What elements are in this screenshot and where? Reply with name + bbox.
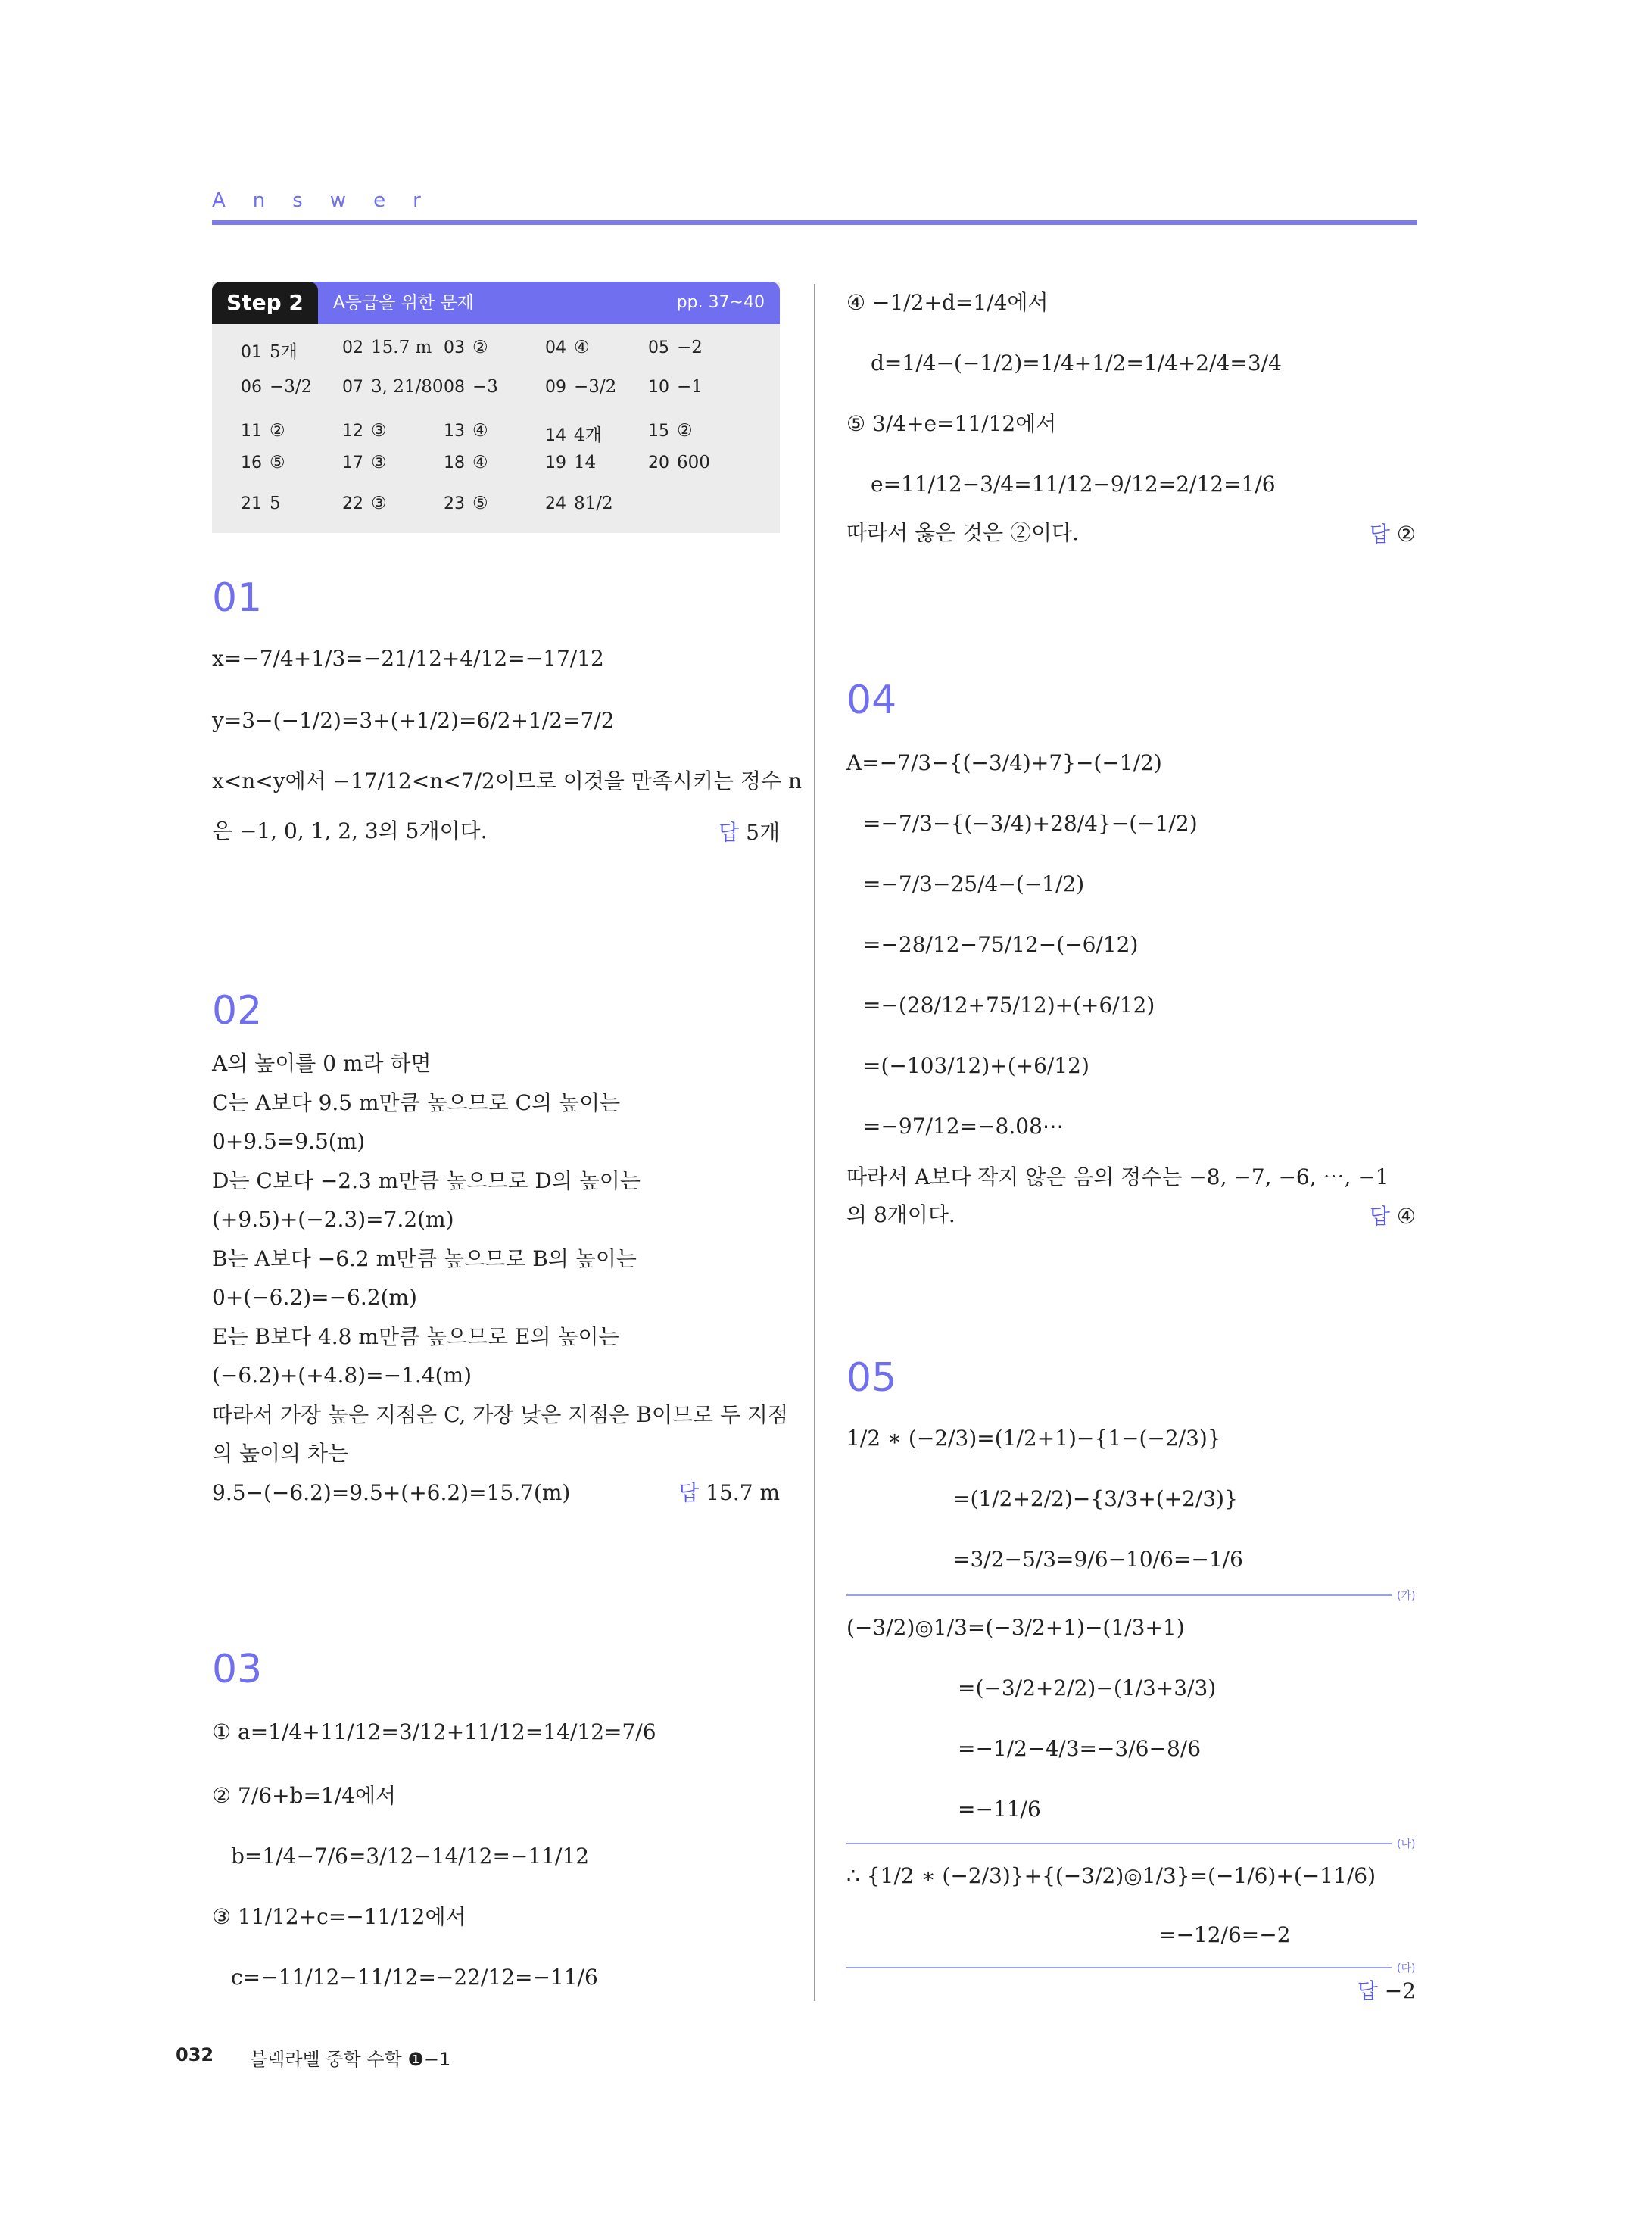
answer-cell — [545, 494, 613, 513]
s02-line: B는 A보다 −6.2 m만큼 높으므로 B의 높이는 — [212, 1245, 637, 1271]
answer-cell — [241, 494, 281, 513]
tag-na: (나) — [1397, 1838, 1416, 1850]
answer-cell — [648, 453, 710, 472]
answer-cell-value: 81/2 — [574, 494, 613, 513]
s02-answer-value: 15.7 m — [706, 1480, 780, 1505]
s02-line: 9.5−(−6.2)=9.5+(+6.2)=15.7(m) — [212, 1479, 571, 1505]
s04-line: =−97/12=−8.08⋯ — [863, 1114, 1064, 1139]
answer-cell — [444, 338, 488, 357]
answer-cell — [444, 421, 488, 441]
answer-cell-number: 22 — [342, 494, 363, 513]
s04-line: =−7/3−{(−3/4)+28/4}−(−1/2) — [863, 811, 1198, 836]
tag-da: (다) — [1397, 1962, 1416, 1975]
s02-line: 0+(−6.2)=−6.2(m) — [212, 1285, 417, 1310]
s03-answer-value: ② — [1396, 522, 1416, 547]
s05-a-line-1: 1/2 ∗ (−2/3)=(1/2+1)−{1−(−2/3)} — [846, 1426, 1221, 1451]
answer-cell-value: 5 — [270, 494, 281, 513]
separator-na — [846, 1843, 1392, 1844]
s03-line-8: ⑤ 3/4+e=11/12에서 — [846, 411, 1057, 436]
answer-label: 답 — [1369, 1204, 1390, 1229]
answer-cell-number: 14 — [545, 426, 566, 445]
s05-b-line-1: (−3/2)◎1/3=(−3/2+1)−(1/3+1) — [846, 1615, 1185, 1640]
answer-cell — [444, 377, 498, 397]
answer-cell — [342, 338, 432, 357]
answer-cell-number: 18 — [444, 454, 465, 472]
answer-cell-value: ② — [270, 421, 285, 441]
s03-line-6: ④ −1/2+d=1/4에서 — [846, 290, 1049, 315]
answer-cell-value: 15.7 m — [371, 338, 432, 357]
answer-cell-value: −3/2 — [270, 377, 313, 397]
answer-cell-value: 5개 — [270, 342, 298, 362]
s01-line-3: x<n<y에서 −17/12<n<7/2이므로 이것을 만족시키는 정수 n — [212, 768, 802, 793]
s05-a-line-3: =3/2−5/3=9/6−10/6=−1/6 — [952, 1547, 1243, 1572]
answer-cell-number: 01 — [241, 343, 262, 362]
answer-cell-number: 21 — [241, 494, 262, 513]
step-tab: Step 2 — [212, 282, 318, 324]
s03-line-4: ③ 11/12+c=−11/12에서 — [212, 1904, 466, 1929]
answer-cell-number: 03 — [444, 338, 465, 357]
answer-cell — [545, 377, 616, 397]
answer-label: 답 — [1357, 1978, 1378, 2003]
s05-c-line-1: ∴ {1/2 ∗ (−2/3)}+{(−3/2)◎1/3}=(−1/6)+(−11/6) — [846, 1863, 1376, 1888]
s01-line-1: x=−7/4+1/3=−21/12+4/12=−17/12 — [212, 646, 604, 671]
answer-cell — [241, 377, 312, 397]
answer-label: 답 — [1369, 522, 1390, 547]
answer-cell — [342, 421, 387, 441]
answer-cell — [241, 421, 285, 441]
s02-line: (+9.5)+(−2.3)=7.2(m) — [212, 1207, 454, 1232]
answer-cell-number: 06 — [241, 378, 262, 397]
answer-cell — [342, 494, 387, 513]
answer-cell-value: ④ — [472, 421, 488, 441]
s01-answer-value: 5개 — [746, 820, 780, 845]
s05-b-line-3: =−1/2−4/3=−3/6−8/6 — [958, 1736, 1202, 1761]
s04-line: =(−103/12)+(+6/12) — [863, 1053, 1089, 1078]
footer-book-title: 블랙라벨 중학 수학 ❶−1 — [250, 2049, 451, 2070]
answer-cell — [241, 338, 298, 363]
answer-cell-number: 24 — [545, 494, 566, 513]
tag-ga: (가) — [1397, 1590, 1416, 1602]
answer-cell-value: ② — [472, 338, 488, 357]
s02-line: (−6.2)+(+4.8)=−1.4(m) — [212, 1363, 472, 1388]
section-number-05: 05 — [846, 1355, 897, 1401]
answer-cell-value: −3/2 — [574, 377, 617, 397]
answer-cell-value: 600 — [677, 453, 710, 472]
s03-line-1: ① a=1/4+11/12=3/12+11/12=14/12=7/6 — [212, 1719, 656, 1744]
s01-line-4: 은 −1, 0, 1, 2, 3의 5개이다. — [212, 818, 488, 843]
answer-cell-value: ③ — [371, 494, 387, 513]
answer-cell-number: 08 — [444, 378, 465, 397]
header-rule — [212, 220, 1417, 225]
answer-cell-number: 23 — [444, 494, 465, 513]
s05-answer — [1302, 1975, 1416, 2005]
answer-cell-number: 17 — [342, 454, 363, 472]
answer-cell-value: 3, 21/80 — [371, 377, 444, 397]
answer-cell-value: −1 — [677, 377, 703, 397]
s03-line-10: 따라서 옳은 것은 ②이다. — [846, 520, 1080, 545]
s02-line: 의 높이의 차는 — [212, 1441, 349, 1466]
s04-answer-value: ④ — [1396, 1204, 1416, 1229]
footer-page-number: 032 — [176, 2044, 214, 2065]
s03-line-7: d=1/4−(−1/2)=1/4+1/2=1/4+2/4=3/4 — [871, 351, 1282, 376]
answer-cell — [648, 421, 693, 441]
s03-line-9: e=11/12−3/4=11/12−9/12=2/12=1/6 — [871, 472, 1276, 497]
s04-answer — [1302, 1200, 1416, 1230]
s05-answer-value: −2 — [1384, 1978, 1416, 2003]
s02-answer — [651, 1476, 780, 1507]
s04-line: A=−7/3−{(−3/4)+7}−(−1/2) — [846, 750, 1162, 775]
s04-line: =−7/3−25/4−(−1/2) — [863, 871, 1085, 896]
answer-cell-number: 11 — [241, 422, 262, 441]
s05-a-line-2: =(1/2+2/2)−{3/3+(+2/3)} — [952, 1486, 1238, 1511]
header-answer-label: Answer — [212, 189, 448, 212]
answer-cell — [545, 421, 602, 446]
answer-cell-number: 07 — [342, 378, 363, 397]
s03-answer — [1302, 518, 1416, 548]
s04-conclusion-1: 따라서 A보다 작지 않은 음의 정수는 −8, −7, −6, ⋯, −1 — [846, 1164, 1389, 1189]
s05-b-line-2: =(−3/2+2/2)−(1/3+3/3) — [958, 1675, 1217, 1700]
s04-conclusion-2: 의 8개이다. — [846, 1202, 955, 1227]
s01-answer — [666, 816, 780, 846]
step-subtitle: A등급을 위한 문제 — [333, 293, 474, 313]
s04-line: =−(28/12+75/12)+(+6/12) — [863, 993, 1155, 1018]
answer-cell-value: 4개 — [574, 425, 602, 445]
s02-line: 따라서 가장 높은 지점은 C, 가장 낮은 지점은 B이므로 두 지점 — [212, 1401, 789, 1427]
answer-cell-number: 15 — [648, 422, 669, 441]
answer-cell-value: ④ — [472, 453, 488, 472]
answer-cell — [648, 377, 703, 397]
answer-cell-number: 02 — [342, 338, 363, 357]
separator-da — [846, 1967, 1392, 1968]
answer-cell-number: 10 — [648, 378, 669, 397]
s02-line: D는 C보다 −2.3 m만큼 높으므로 D의 높이는 — [212, 1167, 641, 1193]
answer-cell-number: 19 — [545, 454, 566, 472]
answer-cell — [648, 338, 703, 357]
answer-cell-number: 13 — [444, 422, 465, 441]
section-number-04: 04 — [846, 678, 897, 723]
answer-cell — [342, 377, 444, 397]
section-number-03: 03 — [212, 1647, 263, 1692]
answer-cell — [545, 453, 596, 472]
answer-cell-value: −2 — [677, 338, 703, 357]
s02-line: E는 B보다 4.8 m만큼 높으므로 E의 높이는 — [212, 1323, 619, 1349]
s02-line: A의 높이를 0 m라 하면 — [212, 1051, 432, 1076]
section-number-01: 01 — [212, 575, 263, 621]
answer-cell — [241, 453, 285, 472]
s02-line: 0+9.5=9.5(m) — [212, 1129, 366, 1154]
answer-cell — [342, 453, 387, 472]
s03-line-2: ② 7/6+b=1/4에서 — [212, 1783, 397, 1808]
step-pages: pp. 37~40 — [676, 293, 765, 312]
answer-cell-number: 20 — [648, 454, 669, 472]
answer-cell — [444, 453, 488, 472]
s03-line-5: c=−11/12−11/12=−22/12=−11/6 — [231, 1965, 598, 1990]
answer-cell-value: ⑤ — [472, 494, 488, 513]
answer-label: 답 — [718, 820, 740, 845]
answer-cell — [545, 338, 590, 357]
answer-cell-value: ② — [677, 421, 693, 441]
s05-b-line-4: =−11/6 — [958, 1797, 1041, 1822]
answer-cell-number: 12 — [342, 422, 363, 441]
column-divider — [814, 284, 815, 2001]
answer-cell-number: 04 — [545, 338, 566, 357]
s04-line: =−28/12−75/12−(−6/12) — [863, 932, 1139, 957]
s01-line-2: y=3−(−1/2)=3+(+1/2)=6/2+1/2=7/2 — [212, 708, 615, 733]
answer-cell-value: ④ — [574, 338, 590, 357]
answer-cell — [444, 494, 488, 513]
answer-cell-value: 14 — [574, 453, 597, 472]
s03-line-3: b=1/4−7/6=3/12−14/12=−11/12 — [231, 1844, 590, 1869]
s05-c-line-2: =−12/6=−2 — [1158, 1922, 1291, 1947]
answer-cell-value: ③ — [371, 453, 387, 472]
s02-line: C는 A보다 9.5 m만큼 높으므로 C의 높이는 — [212, 1089, 621, 1115]
answer-cell-value: −3 — [472, 377, 498, 397]
section-number-02: 02 — [212, 988, 263, 1033]
separator-ga — [846, 1594, 1392, 1596]
answer-cell-value: ③ — [371, 421, 387, 441]
answer-cell-number: 09 — [545, 378, 566, 397]
answer-cell-number: 16 — [241, 454, 262, 472]
answer-label: 답 — [678, 1480, 700, 1505]
answer-cell-number: 05 — [648, 338, 669, 357]
answer-cell-value: ⑤ — [270, 453, 285, 472]
